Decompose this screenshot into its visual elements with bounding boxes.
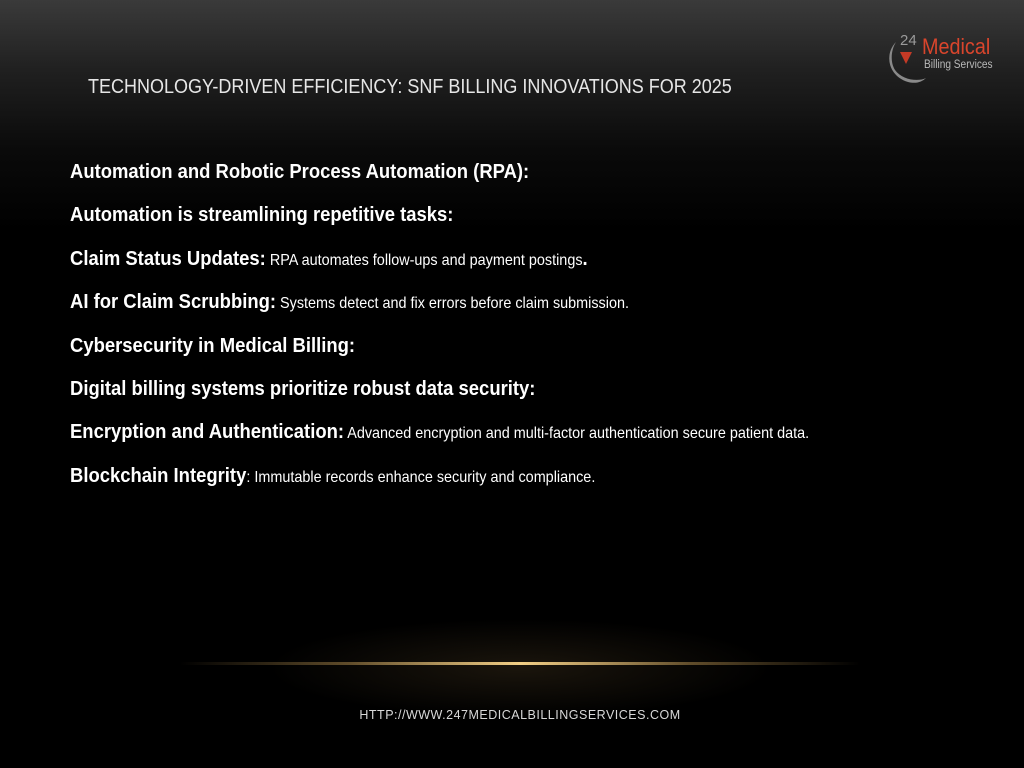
decorative-divider [180,662,860,665]
item-tail: . [582,246,588,270]
item-text: Systems detect and fix errors before claim submission. [276,295,629,313]
item-heading: Encryption and Authentication: [70,420,345,444]
item-text: Advanced encryption and multi-factor authentication secure patient data. [344,425,810,443]
item-text: : Immutable records enhance security and compliance. [246,468,596,486]
item-heading: Cybersecurity in Medical Billing: [70,333,356,357]
list-item [70,247,880,290]
list-item [70,464,880,507]
item-heading: Digital billing systems prioritize robust data security: [70,376,536,400]
list-item [70,203,880,246]
item-heading: AI for Claim Scrubbing: [70,290,277,314]
item-text: RPA automates follow-ups and payment postings [265,251,583,269]
list-item [70,377,880,420]
list-item [70,420,880,463]
logo-tagline: Billing Services [924,59,993,71]
bullet-list [70,160,970,507]
company-logo [886,30,1006,92]
footer-url-link[interactable]: HTTP://WWW.247MEDICALBILLINGSERVICES.COM [359,708,681,722]
list-item [70,334,880,377]
list-item [70,160,880,203]
slide-title: TECHNOLOGY-DRIVEN EFFICIENCY: SNF BILLING INNOVATIONS FOR 2025 [88,76,732,98]
list-item [70,290,880,333]
logo-number: 24 [900,32,917,49]
item-heading: Automation and Robotic Process Automation (RPA): [70,160,530,183]
item-heading: Blockchain Integrity [70,463,247,487]
item-heading: Claim Status Updates: [70,246,266,270]
item-heading: Automation is streamlining repetitive tasks: [70,203,454,227]
logo-brand: Medical [922,34,991,59]
